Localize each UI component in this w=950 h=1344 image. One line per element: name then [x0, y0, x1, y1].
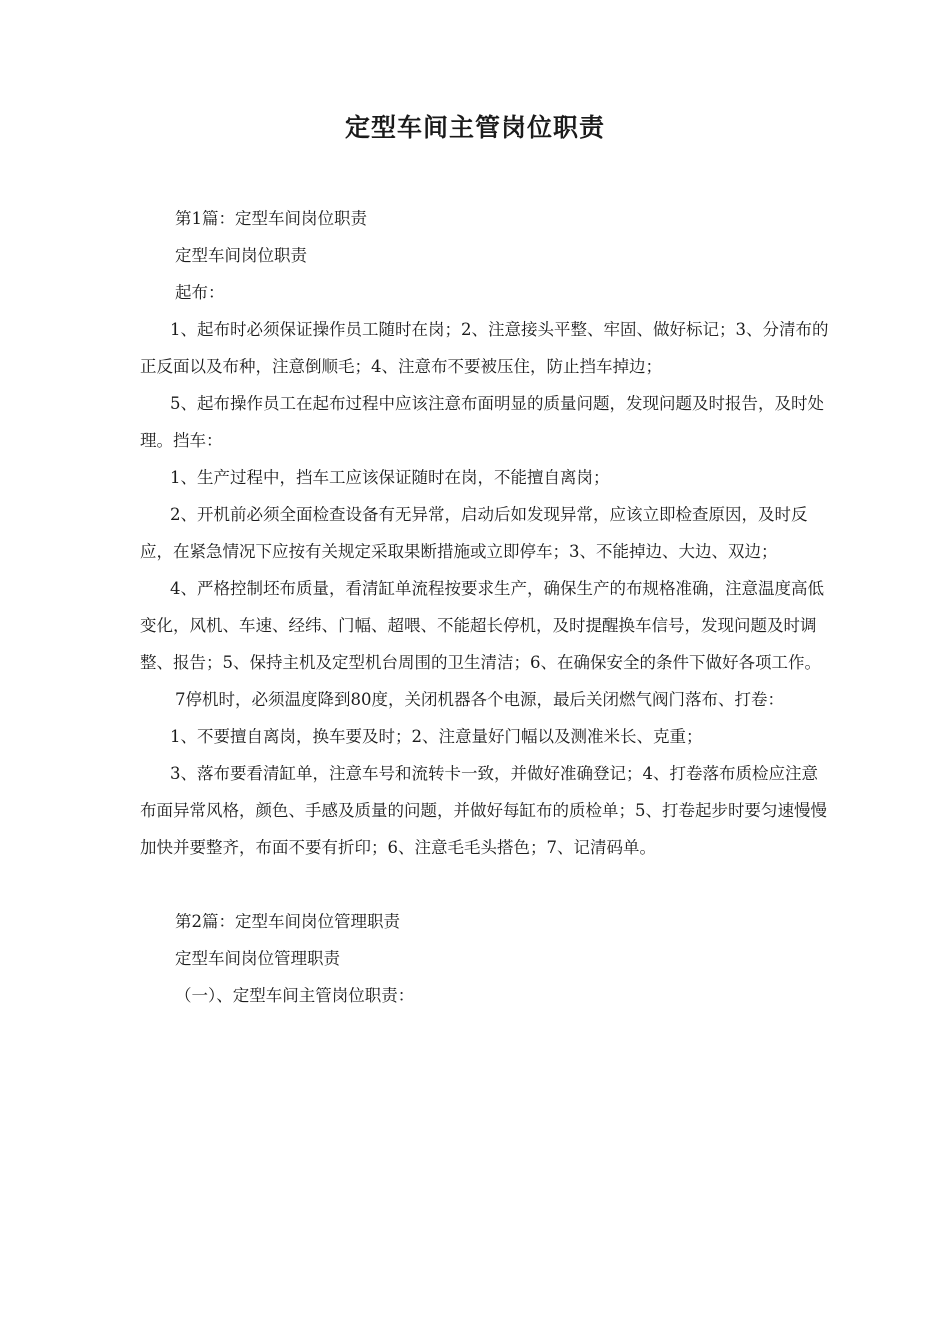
body-paragraph: 5、起布操作员工在起布过程中应该注意布面明显的质量问题，发现问题及时报告，及时处理。挡车：	[140, 394, 824, 450]
subsection-label-supervisor: （一）、定型车间主管岗位职责：	[175, 986, 415, 1005]
section-heading-1: 第1篇：定型车间岗位职责	[175, 209, 367, 228]
body-paragraph: 1、起布时必须保证操作员工随时在岗；2、注意接头平整、牢固、做好标记；3、分清布的正反面以及布种，注意倒顺毛；4、注意布不要被压住，防止挡车掉边；	[140, 320, 829, 376]
body-paragraph: 2、开机前必须全面检查设备有无异常，启动后如发现异常，应该立即检查原因，及时反应，在紧急情况下应按有关规定采取果断措施或立即停车；3、不能掉边、大边、双边；	[140, 505, 808, 561]
section-spacer	[140, 866, 830, 903]
body-paragraph: 1、不要擅自离岗，换车要及时；2、注意量好门幅以及测准米长、克重；	[170, 727, 703, 746]
subsection-label-qibu: 起布：	[175, 283, 225, 302]
section-subtitle-1: 定型车间岗位职责	[175, 246, 307, 265]
body-paragraph: 3、落布要看清缸单，注意车号和流转卡一致，并做好准确登记；4、打卷落布质检应注意布面异常风格，颜色、手感及质量的问题，并做好每缸布的质检单；5、打卷起步时要匀速慢慢加快并要整齐，布面不要有折印；6、注意毛毛头搭色；7、记清码单。	[140, 764, 827, 857]
body-paragraph: 1、生产过程中，挡车工应该保证随时在岗，不能擅自离岗；	[170, 468, 610, 487]
page-title: 定型车间主管岗位职责	[344, 113, 605, 142]
document-body	[140, 200, 830, 1014]
body-paragraph: 4、严格控制坯布质量，看清缸单流程按要求生产，确保生产的布规格准确，注意温度高低变化，风机、车速、经纬、门幅、超喂、不能超长停机，及时提醒换车信号，发现问题及时调整、报告；5、保持主机及定型机台周围的卫生清洁；6、在确保安全的条件下做好各项工作。	[140, 579, 824, 672]
section-subtitle-2: 定型车间岗位管理职责	[175, 949, 340, 968]
body-paragraph: 7停机时，必须温度降到80度，关闭机器各个电源，最后关闭燃气阀门落布、打卷：	[175, 690, 784, 709]
section-heading-2: 第2篇：定型车间岗位管理职责	[175, 912, 400, 931]
